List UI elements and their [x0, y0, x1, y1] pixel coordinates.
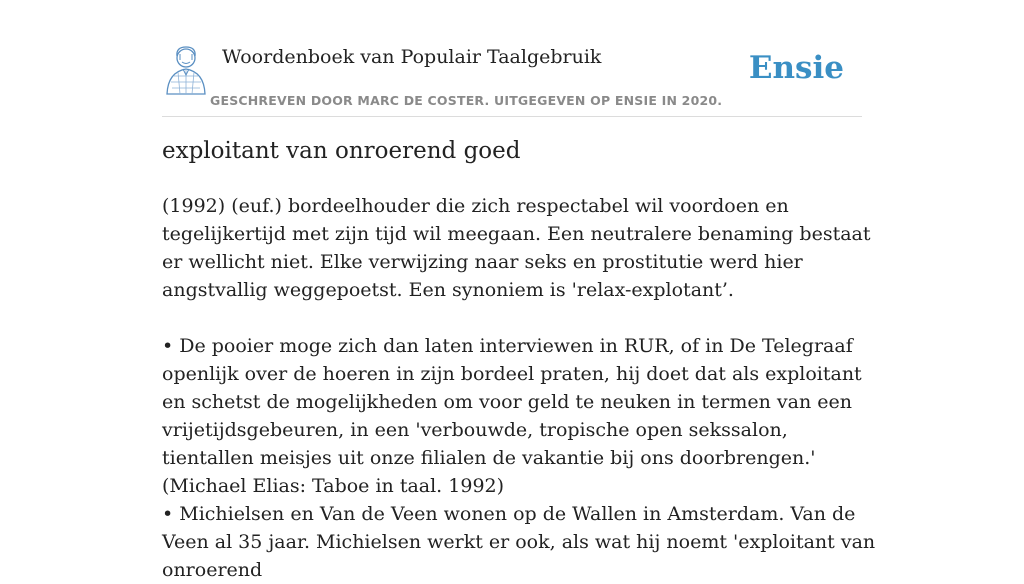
author-byline: GESCHREVEN DOOR MARC DE COSTER. UITGEGEVEN OP ENSIE IN 2020.: [210, 93, 723, 108]
entry-title: exploitant van onroerend goed: [162, 138, 521, 164]
ensie-logo[interactable]: Ensie: [748, 50, 844, 86]
site-header: [162, 40, 862, 117]
entry-examples: • De pooier moge zich dan laten interviewen in RUR, of in De Telegraaf openlijk over de hoeren in zijn bordeel praten, hij doet dat als exploitant en schetst de mogelijkheden om voor geld te neuken in termen van een vrijetijdsgebeuren, in een 'verbouwde, tropische open sekssalon, tientallen meisjes uit onze filialen de vakantie bij ons doorbrengen.' (Michael Elias: Taboe in taal. 1992) • Michielsen en Van de Veen wonen op de Wallen in Amsterdam. Van de Veen al 35 jaar. Michielsen werkt er ook, als wat hij noemt 'exploitant van onroerend: [162, 335, 876, 581]
entry-body: [162, 192, 882, 584]
book-title[interactable]: Woordenboek van Populair Taalgebruik: [222, 46, 602, 68]
entry-definition: (1992) (euf.) bordeelhouder die zich respectabel wil voordoen en tegelijkertijd met zijn tijd wil meegaan. Een neutralere benaming bestaat er wellicht niet. Elke verwijzing naar seks en prostitutie werd hier angstvallig weggepoetst. Een synoniem is 'relax-explotant’.: [162, 195, 871, 301]
author-portrait-icon: [162, 44, 210, 96]
